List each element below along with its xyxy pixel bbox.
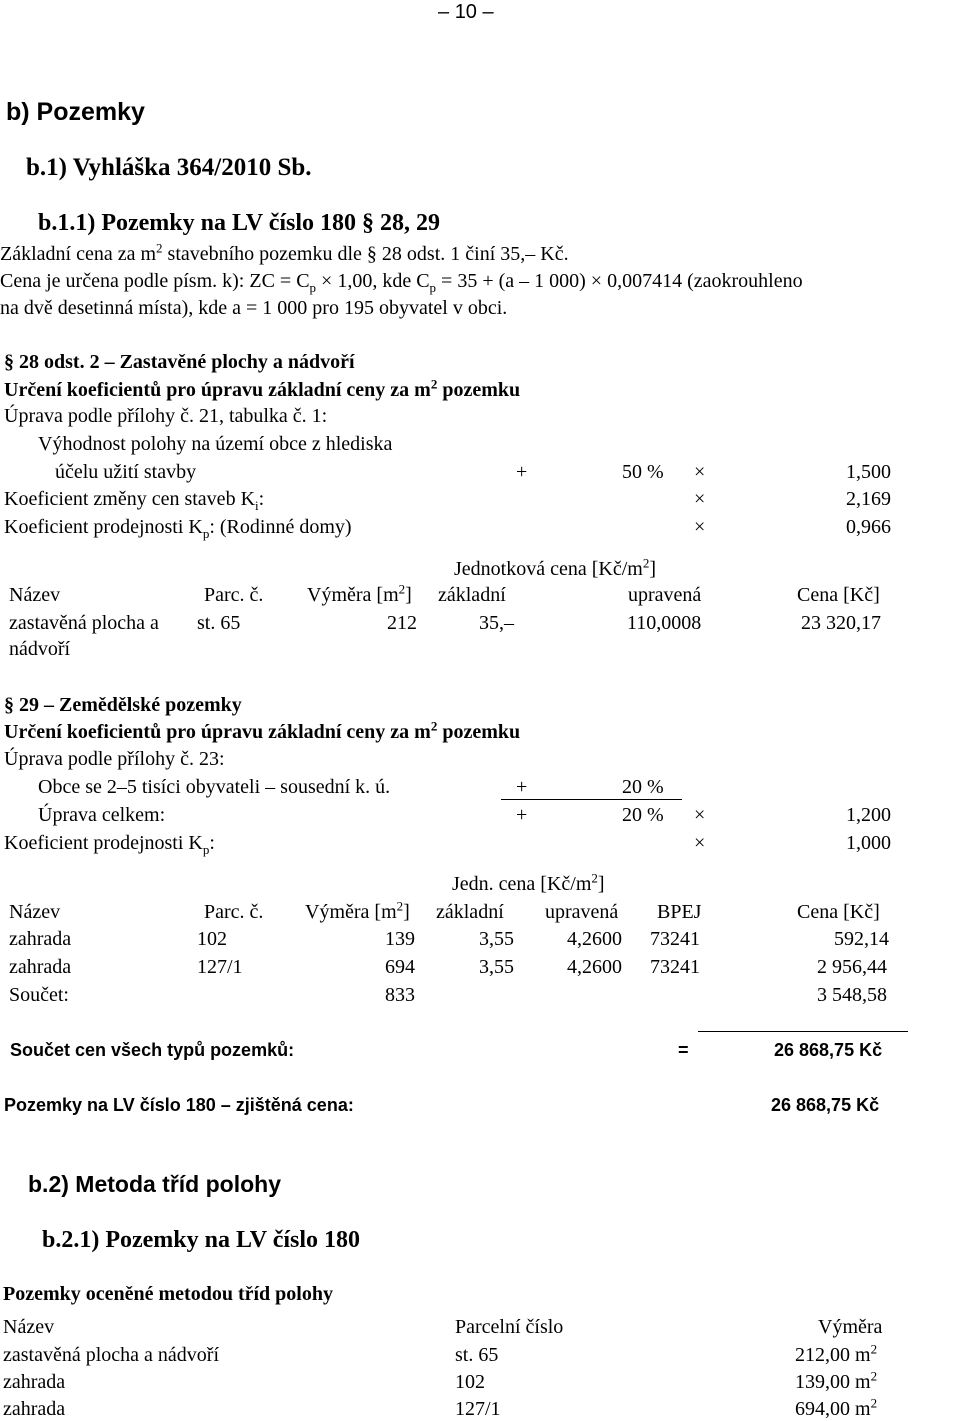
table1-row-upravena: 110,0008 [627, 612, 702, 634]
table2-sum-vymera: 833 [385, 984, 415, 1006]
table1-header-cena: Cena [Kč] [797, 584, 880, 606]
table1-header-parc: Parc. č. [204, 584, 264, 606]
page-number: – 10 – [438, 1, 494, 23]
vyhodnost-line-1: Výhodnost polohy na území obce z hlediska [38, 433, 393, 455]
kp-label: Koeficient prodejnosti $K_p$: (Rodinné domy) [4, 516, 352, 541]
section2-title: § 29 – Zemědělské pozemky [4, 694, 242, 716]
table2-row1-bpej: 73241 [650, 928, 700, 950]
vyhodnost-percent: 50 % [622, 461, 664, 483]
table3-header-vymera: Výměra [818, 1316, 883, 1338]
celkem-label: Úprava celkem: [38, 804, 166, 826]
table2-row1-cena: 592,14 [834, 928, 889, 950]
kp-value: 0,966 [846, 516, 891, 538]
kp2-label: Koeficient prodejnosti $K_p$: [4, 832, 215, 857]
vyhodnost-times: × [694, 461, 706, 483]
table2-header-zakladni: základní [436, 901, 504, 923]
intro-line-2: Cena je určena podle písm. k): ZC = $C_p \times 1,00$, kde $C_p = 35 + (a - 1$ 000) × 0,007414 (zaokrouhleno [0, 270, 803, 295]
celkem-sign: + [516, 804, 528, 826]
celkem-value: 1,200 [846, 804, 891, 826]
ki-label: Koeficient změny cen staveb $K_i$: [4, 488, 265, 513]
intro-line-3: na dvě desetinná místa), kde a = 1 000 pro 195 obyvatel v obci. [0, 297, 508, 319]
table1-group-header: Jednotková cena $[Kč/m^2]$ [454, 555, 656, 580]
table2-row2-cena: 2 956,44 [817, 956, 887, 978]
section1-subtitle: Určení koeficientů pro úpravu základní ceny za $m^2$ pozemku [4, 376, 521, 401]
table2-row2-nazev: zahrada [9, 956, 72, 978]
total-eq: = [678, 1040, 689, 1060]
table1-header-upravena: upravená [628, 584, 702, 606]
table1-row-parc: st. 65 [197, 612, 241, 634]
section2-subtitle: Určení koeficientů pro úpravu základní ceny za $m^2$ pozemku [4, 718, 521, 743]
table3-header-parc: Parcelní číslo [455, 1316, 564, 1338]
section1-title: § 28 odst. 2 – Zastavěné plochy a nádvoří [4, 351, 355, 373]
total-label: Součet cen všech typů pozemků: [10, 1040, 295, 1060]
heading-vyhlaska: b.1) Vyhláška 364/2010 Sb. [26, 154, 312, 181]
table3-row1-nazev: zastavěná plocha a nádvoří [3, 1344, 220, 1366]
table1-row-cena: 23 320,17 [801, 612, 881, 634]
table3-row3-nazev: zahrada [3, 1398, 66, 1420]
table1-header-zakladni: základní [438, 584, 506, 606]
heading-pozemky-lv-b21: b.2.1) Pozemky na LV číslo 180 [42, 1227, 361, 1253]
table3-row1-parc: st. 65 [455, 1344, 499, 1366]
vyhodnost-value: 1,500 [846, 461, 891, 483]
table2-row1-parc: 102 [197, 928, 227, 950]
section2-uprava: Úprava podle přílohy č. 23: [4, 748, 225, 770]
table2-header-upravena: upravená [545, 901, 619, 923]
final-value: 26 868,75 Kč [771, 1095, 880, 1115]
celkem-percent: 20 % [622, 804, 664, 826]
table1-row-nazev-1: zastavěná plocha a [9, 612, 159, 634]
table2-row1-nazev: zahrada [9, 928, 72, 950]
table3-row3-parc: 127/1 [455, 1398, 501, 1420]
table2-header-bpej: BPEJ [657, 901, 702, 923]
table2-row1-upravena: 4,2600 [567, 928, 622, 950]
obce-underline [501, 799, 682, 800]
total-rule [698, 1031, 908, 1032]
heading-metoda: b.2) Metoda tříd polohy [28, 1171, 281, 1197]
section3-title: Pozemky oceněné metodou tříd polohy [3, 1283, 333, 1305]
ki-value: 2,169 [846, 488, 891, 510]
table3-row2-parc: 102 [455, 1371, 485, 1393]
table3-row2-nazev: zahrada [3, 1371, 66, 1393]
table2-header-cena: Cena [Kč] [797, 901, 880, 923]
celkem-times: × [694, 804, 706, 826]
table2-row2-zakladni: 3,55 [479, 956, 514, 978]
total-value: 26 868,75 Kč [774, 1040, 883, 1060]
kp2-times: × [694, 832, 706, 854]
kp-times: × [694, 516, 706, 538]
vyhodnost-sign: + [516, 461, 528, 483]
table2-group-header: Jedn. cena $[Kč/m^2]$ [452, 870, 605, 895]
table1-header-nazev: Název [9, 584, 61, 606]
section1-uprava: Úprava podle přílohy č. 21, tabulka č. 1: [4, 405, 328, 427]
obce-label: Obce se 2–5 tisíci obyvateli – sousední k. ú. [38, 776, 391, 798]
obce-percent: 20 % [622, 776, 664, 798]
vyhodnost-line-2: účelu užití stavby [55, 461, 197, 483]
ki-times: × [694, 488, 706, 510]
table2-row2-bpej: 73241 [650, 956, 700, 978]
table2-header-vymera: Výměra $[m^2]$ [305, 898, 410, 923]
intro-line-1: Základní cena za $m^2$ stavebního pozemku dle § 28 odst. 1 činí 35,– Kč. [0, 240, 569, 265]
heading-pozemky: b) Pozemky [6, 98, 145, 126]
table2-header-parc: Parc. č. [204, 901, 264, 923]
table2-row2-vymera: 694 [385, 956, 415, 978]
final-label: Pozemky na LV číslo 180 – zjištěná cena: [4, 1095, 354, 1115]
table2-header-nazev: Název [9, 901, 61, 923]
table3-row2-vymera: 139,00 $m^2$ [795, 1368, 878, 1393]
heading-pozemky-lv: b.1.1) Pozemky na LV číslo 180 § 28, 29 [38, 210, 441, 236]
table3-header-nazev: Název [3, 1316, 55, 1338]
obce-sign: + [516, 776, 528, 798]
table3-row3-vymera: 694,00 $m^2$ [795, 1395, 878, 1420]
table2-sum-cena: 3 548,58 [817, 984, 887, 1006]
table3-row1-vymera: 212,00 $m^2$ [795, 1341, 878, 1366]
table1-row-zakladni: 35,– [479, 612, 514, 634]
kp2-value: 1,000 [846, 832, 891, 854]
table1-header-vymera: Výměra $[m^2]$ [307, 581, 412, 606]
table2-row2-upravena: 4,2600 [567, 956, 622, 978]
table2-sum-label: Součet: [9, 984, 69, 1006]
table1-row-nazev-2: nádvoří [9, 638, 71, 660]
table2-row2-parc: 127/1 [197, 956, 243, 978]
table1-row-vymera: 212 [387, 612, 417, 634]
table2-row1-vymera: 139 [385, 928, 415, 950]
table2-row1-zakladni: 3,55 [479, 928, 514, 950]
